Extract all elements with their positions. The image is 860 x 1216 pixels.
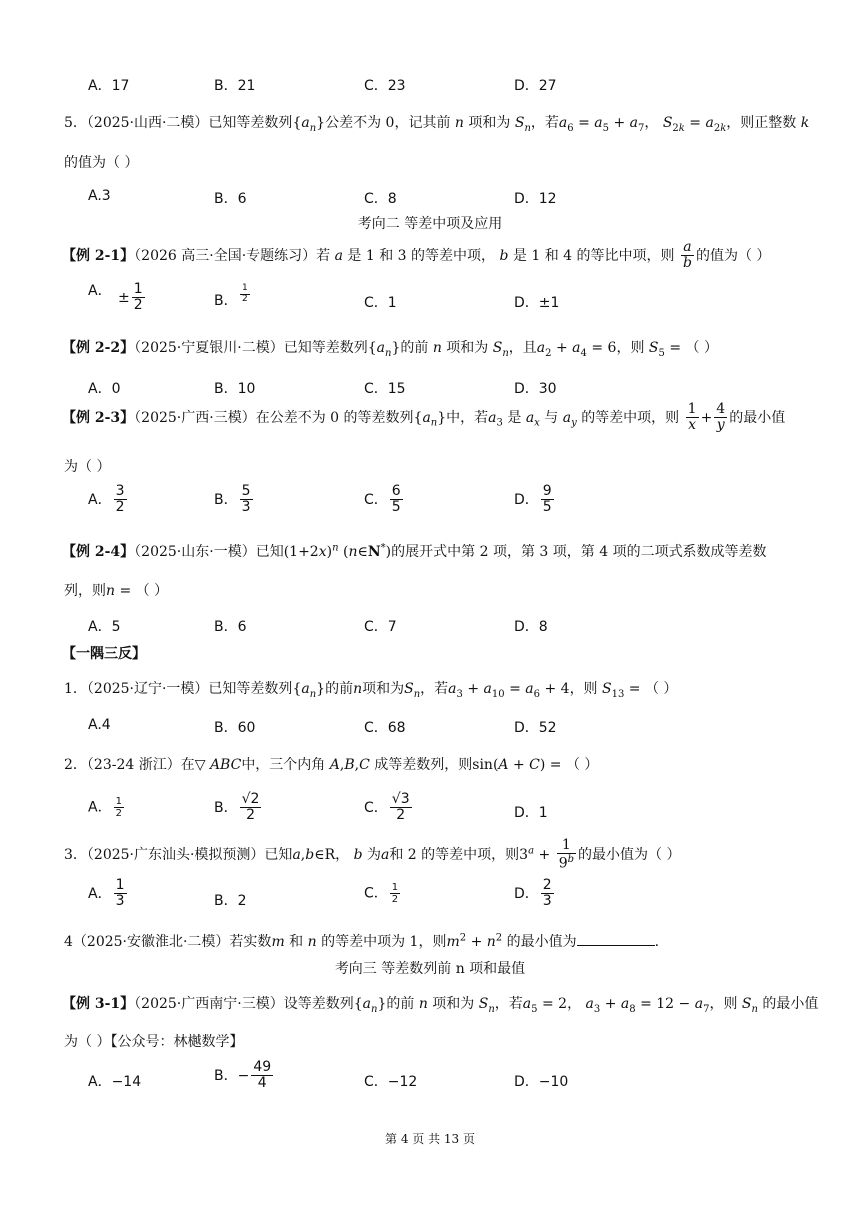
- option-d: D．27: [514, 78, 557, 94]
- question-5-line2: 的值为（ ）: [64, 155, 139, 171]
- question-5: 5．（2025·山西·二模）已知等差数列$\{a_n\}$公差不为 0，记其前 n 项和为 $S_n$，若$a_6 = a_5 + a_7$， $S_{2k} = a_{2k}$，则正整数 k: [64, 115, 810, 134]
- option-b-math: $\frac{1}{2}$: [242, 283, 248, 304]
- page-footer: 第 4 页 共 13 页: [385, 1132, 475, 1146]
- option-c: C．68: [364, 720, 406, 736]
- option-a: A．: [88, 283, 112, 299]
- example-2-1: 【例 2-1】（2026 高三·全国·专题练习）若 a 是 1 和 3 的等差中项， b 是 1 和 4 的等比中项，则 $\frac{a}{b}$ 的值为（ ）: [62, 239, 771, 272]
- option-c: C．7: [364, 619, 397, 635]
- section-heading-3: 考向三 等差数列前 n 项和最值: [334, 961, 526, 977]
- option-a-math: ± $\frac{1}{2}$: [118, 281, 143, 314]
- option-b: B．2: [214, 893, 247, 909]
- option-d: D．12: [514, 191, 557, 207]
- option-d: D．52: [514, 720, 557, 736]
- option-b: B．60: [214, 720, 256, 736]
- option-b: B． $\frac{5}{3}$: [214, 483, 251, 516]
- option-d: D．−10: [514, 1074, 569, 1090]
- option-b: B．− $\frac{49}{4}$: [214, 1059, 272, 1092]
- option-b: B．6: [214, 191, 247, 207]
- option-d: D．30: [514, 381, 557, 397]
- example-2-3-line2: 为（ ）: [64, 459, 111, 475]
- option-a: A． $\frac{3}{2}$: [88, 483, 125, 516]
- option-d: D． $\frac{2}{3}$: [514, 877, 552, 910]
- example-2-4-line2: 列，则n = （ ）: [64, 583, 169, 599]
- option-d: D．±1: [514, 295, 560, 311]
- example-2-4: 【例 2-4】（2025·山东·一模）已知$(1+2x)^n$ (n∈N*)的展开式中第 2 项，第 3 项，第 4 项的二项式系数成等差数: [62, 542, 767, 560]
- practice-1: 1．（2025·辽宁·一模）已知等差数列$\{a_n\}$的前n项和为$S_n$，若$a_3 + a_{10} = a_6 + 4$，则 $S_{13}$ = （ ）: [64, 681, 678, 700]
- option-c: C．8: [364, 191, 397, 207]
- practice-3: 3．（2025·广东汕头·模拟预测）已知a,b∈R， b 为a和 2 的等差中项，则$3^a$ + $\frac{1}{9^b}$ 的最小值为（ ）: [64, 837, 681, 873]
- option-b: B．21: [214, 78, 256, 94]
- option-a: A． $\frac{1}{2}$: [88, 796, 122, 819]
- option-c: C．1: [364, 295, 397, 311]
- practice-2: 2．（23-24 浙江）在▽ ABC中，三个内角 A,B,C 成等差数列，则sin(A + C) = （ ）: [64, 757, 599, 773]
- option-d: D．1: [514, 805, 548, 821]
- option-c: C．−12: [364, 1074, 418, 1090]
- option-c: C．23: [364, 78, 406, 94]
- option-b: B．6: [214, 619, 247, 635]
- option-b: B．10: [214, 381, 256, 397]
- option-a: A．17: [88, 78, 130, 94]
- option-c: C．15: [364, 381, 406, 397]
- option-c: C． $\frac{6}{5}$: [364, 483, 401, 516]
- option-a: A.4: [88, 717, 111, 733]
- example-2-2: 【例 2-2】（2025·宁夏银川·二模）已知等差数列$\{a_n\}$的前 n 项和为 $S_n$，且$a_2 + a_4 = 6$，则 $S_5$ = （ ）: [62, 340, 718, 359]
- practice-4: 4（2025·安徽淮北·二模）若实数m 和 n 的等差中项为 1，则$m^2 + n^2$ 的最小值为 .: [64, 932, 660, 950]
- section-heading-2: 考向二 等差中项及应用: [357, 216, 503, 232]
- example-3-1: 【例 3-1】（2025·广西南宁·三模）设等差数列$\{a_n\}$的前 n 项和为 $S_n$，若$a_5 = 2$， $a_3 + a_8 = 12 - a_7$，则 $S_n$ 的最小值: [62, 996, 819, 1015]
- option-d: D．8: [514, 619, 548, 635]
- option-a: A.3: [88, 188, 111, 204]
- option-a: A．−14: [88, 1074, 142, 1090]
- option-c: C． $\frac{√3}{2}$: [364, 791, 410, 824]
- example-3-1-line2: 为（ ）【公众号：林樾数学】: [64, 1034, 244, 1050]
- option-a: A．5: [88, 619, 121, 635]
- option-b: B． $\frac{√2}{2}$: [214, 791, 260, 824]
- option-d: D． $\frac{9}{5}$: [514, 483, 552, 516]
- option-a: A．0: [88, 381, 121, 397]
- answer-blank: [577, 933, 655, 946]
- option-a: A． $\frac{1}{3}$: [88, 877, 125, 910]
- section-label-yiyu: 【一隅三反】: [62, 646, 146, 662]
- example-2-3: 【例 2-3】（2025·广西·三模）在公差不为 0 的等差数列$\{a_n\}$中，若$a_3$ 是 $a_x$ 与 $a_y$ 的等差中项，则 $\frac{1}{x}$ + $\frac{4}{y}$ 的最小值: [62, 401, 786, 434]
- option-b: B．: [214, 293, 238, 309]
- option-c: C． $\frac{1}{2}$: [364, 882, 399, 905]
